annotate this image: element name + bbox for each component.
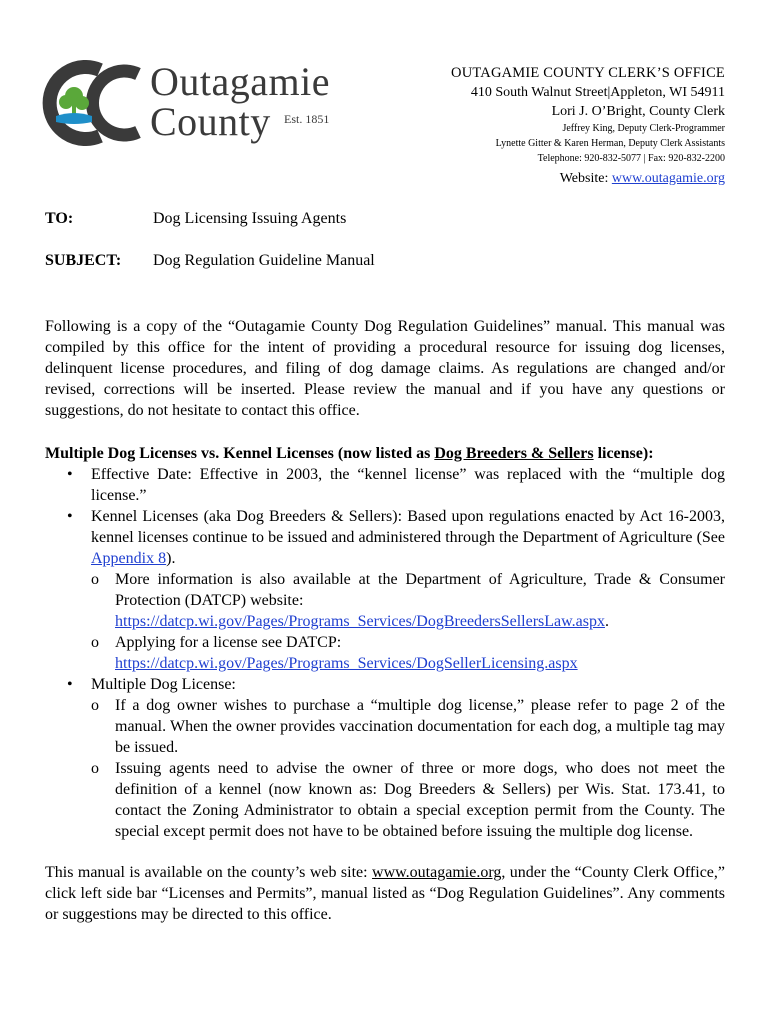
logo-name-line2: County (150, 99, 271, 144)
subject-label: SUBJECT: (45, 252, 122, 269)
sub-bullet-icon: o (91, 571, 99, 588)
sub-bullet-icon: o (91, 760, 99, 777)
website-link[interactable]: www.outagamie.org (611, 171, 725, 186)
to-value: Dog Licensing Issuing Agents (153, 210, 347, 227)
bullet-icon: • (67, 508, 73, 525)
bullet-icon: • (67, 676, 73, 693)
sub-bullet-icon: o (91, 697, 99, 714)
county-logo (38, 60, 348, 146)
website-label: Website: (559, 171, 609, 186)
datcp-info-text: More information is also available at the Department of Agriculture, Trade & Consumer Protection (DATCP) website: (115, 571, 725, 609)
deputy-clerk: Jeffrey King, Deputy Clerk-Programmer (562, 123, 725, 134)
memo-body (45, 316, 725, 925)
website-line (451, 168, 725, 190)
logo-name-line1: Outagamie (150, 59, 330, 104)
multiple-sub-2: Issuing agents need to advise the owner of three or more dogs, who does not meet the definition of a kennel (now known as: Dog Breeders & Sellers) per Wis. Stat. 173.41, to contact the Zoning Administrator to obtain a special exception permit from the County. The special except permit does not have to be obtained before issuing the multiple dog license. (115, 760, 725, 840)
subject-value: Dog Regulation Guideline Manual (153, 252, 375, 269)
kennel-text: Kennel Licenses (aka Dog Breeders & Sellers): Based upon regulations enacted by Act 16-2003, kennel licenses continue to be issued and administered through the Department of Agriculture (See (91, 508, 725, 546)
section-heading (45, 443, 725, 464)
section-heading-pre: Multiple Dog Licenses vs. Kennel Licenses (now listed as (45, 445, 435, 462)
datcp-breeders-link[interactable]: https://datcp.wi.gov/Pages/Programs_Services/DogBreedersSellersLaw.aspx (115, 613, 605, 630)
kennel-licenses-text (91, 506, 725, 569)
office-address: 410 South Walnut Street|Appleton, WI 54911 (470, 85, 725, 100)
effective-date-text: Effective Date: Effective in 2003, the “kennel license” was replaced with the “multiple dog license.” (91, 466, 725, 504)
sub-bullet-icon: o (91, 634, 99, 651)
list-item (91, 695, 725, 758)
office-name: OUTAGAMIE COUNTY CLERK’S OFFICE (451, 65, 725, 81)
list-item (91, 632, 725, 674)
section-heading-post: license): (593, 445, 654, 462)
applying-info (115, 632, 725, 674)
closing-paragraph (45, 862, 725, 925)
list-item (45, 674, 725, 842)
logo-established: Est. 1851 (284, 112, 330, 126)
closing-post: , under the “County Clerk Office,” click left side bar “Licenses and Permits”, manual listed as “Dog Regulation Guidelines”. Any comments or suggestions may be directed to this office. (45, 864, 725, 923)
datcp-licensing-link[interactable]: https://datcp.wi.gov/Pages/Programs_Services/DogSellerLicensing.aspx (115, 655, 578, 672)
applying-text: Applying for a license see DATCP: (115, 634, 342, 651)
section-bullet-list (45, 464, 725, 842)
datcp-url-end: . (604, 613, 609, 630)
bullet-icon: • (67, 466, 73, 483)
kennel-text-end: ). (166, 550, 176, 567)
kennel-sub-list (91, 569, 725, 674)
multiple-sub-1: If a dog owner wishes to purchase a “multiple dog license,” please refer to page 2 of the manual. When the owner provides vaccination documentation for each dog, a multiple tag may be issued. (115, 697, 725, 756)
appendix-8-link[interactable]: Appendix 8 (91, 550, 167, 567)
deputy-assistants: Lynette Gitter & Karen Herman, Deputy Clerk Assistants (495, 138, 725, 149)
letterhead (451, 63, 725, 190)
list-item (45, 464, 725, 506)
list-item (45, 506, 725, 674)
list-item (91, 758, 725, 842)
closing-website-link[interactable]: www.outagamie.org (372, 864, 502, 881)
county-clerk: Lori J. O’Bright, County Clerk (551, 104, 725, 119)
closing-pre: This manual is available on the county’s web site: (45, 864, 373, 881)
section-heading-underlined: Dog Breeders & Sellers (434, 445, 594, 462)
list-item (91, 569, 725, 632)
datcp-info (115, 569, 725, 632)
intro-paragraph: Following is a copy of the “Outagamie County Dog Regulation Guidelines” manual. This manual was compiled by this office for the intent of providing a procedural resource for issuing dog licenses, delinquent license procedures, and filing of dog damage claims. As regulations are changed and/or revised, corrections will be inserted. Please review the manual and if you have any questions or suggestions, do not hesitate to contact this office. (45, 318, 725, 419)
county-logo-mark-icon (38, 60, 150, 146)
multiple-sub-list (91, 695, 725, 842)
phone-fax: Telephone: 920-832-5077 | Fax: 920-832-2200 (537, 153, 725, 164)
multiple-dog-license-title: Multiple Dog License: (91, 676, 236, 693)
to-label: TO: (45, 210, 74, 227)
